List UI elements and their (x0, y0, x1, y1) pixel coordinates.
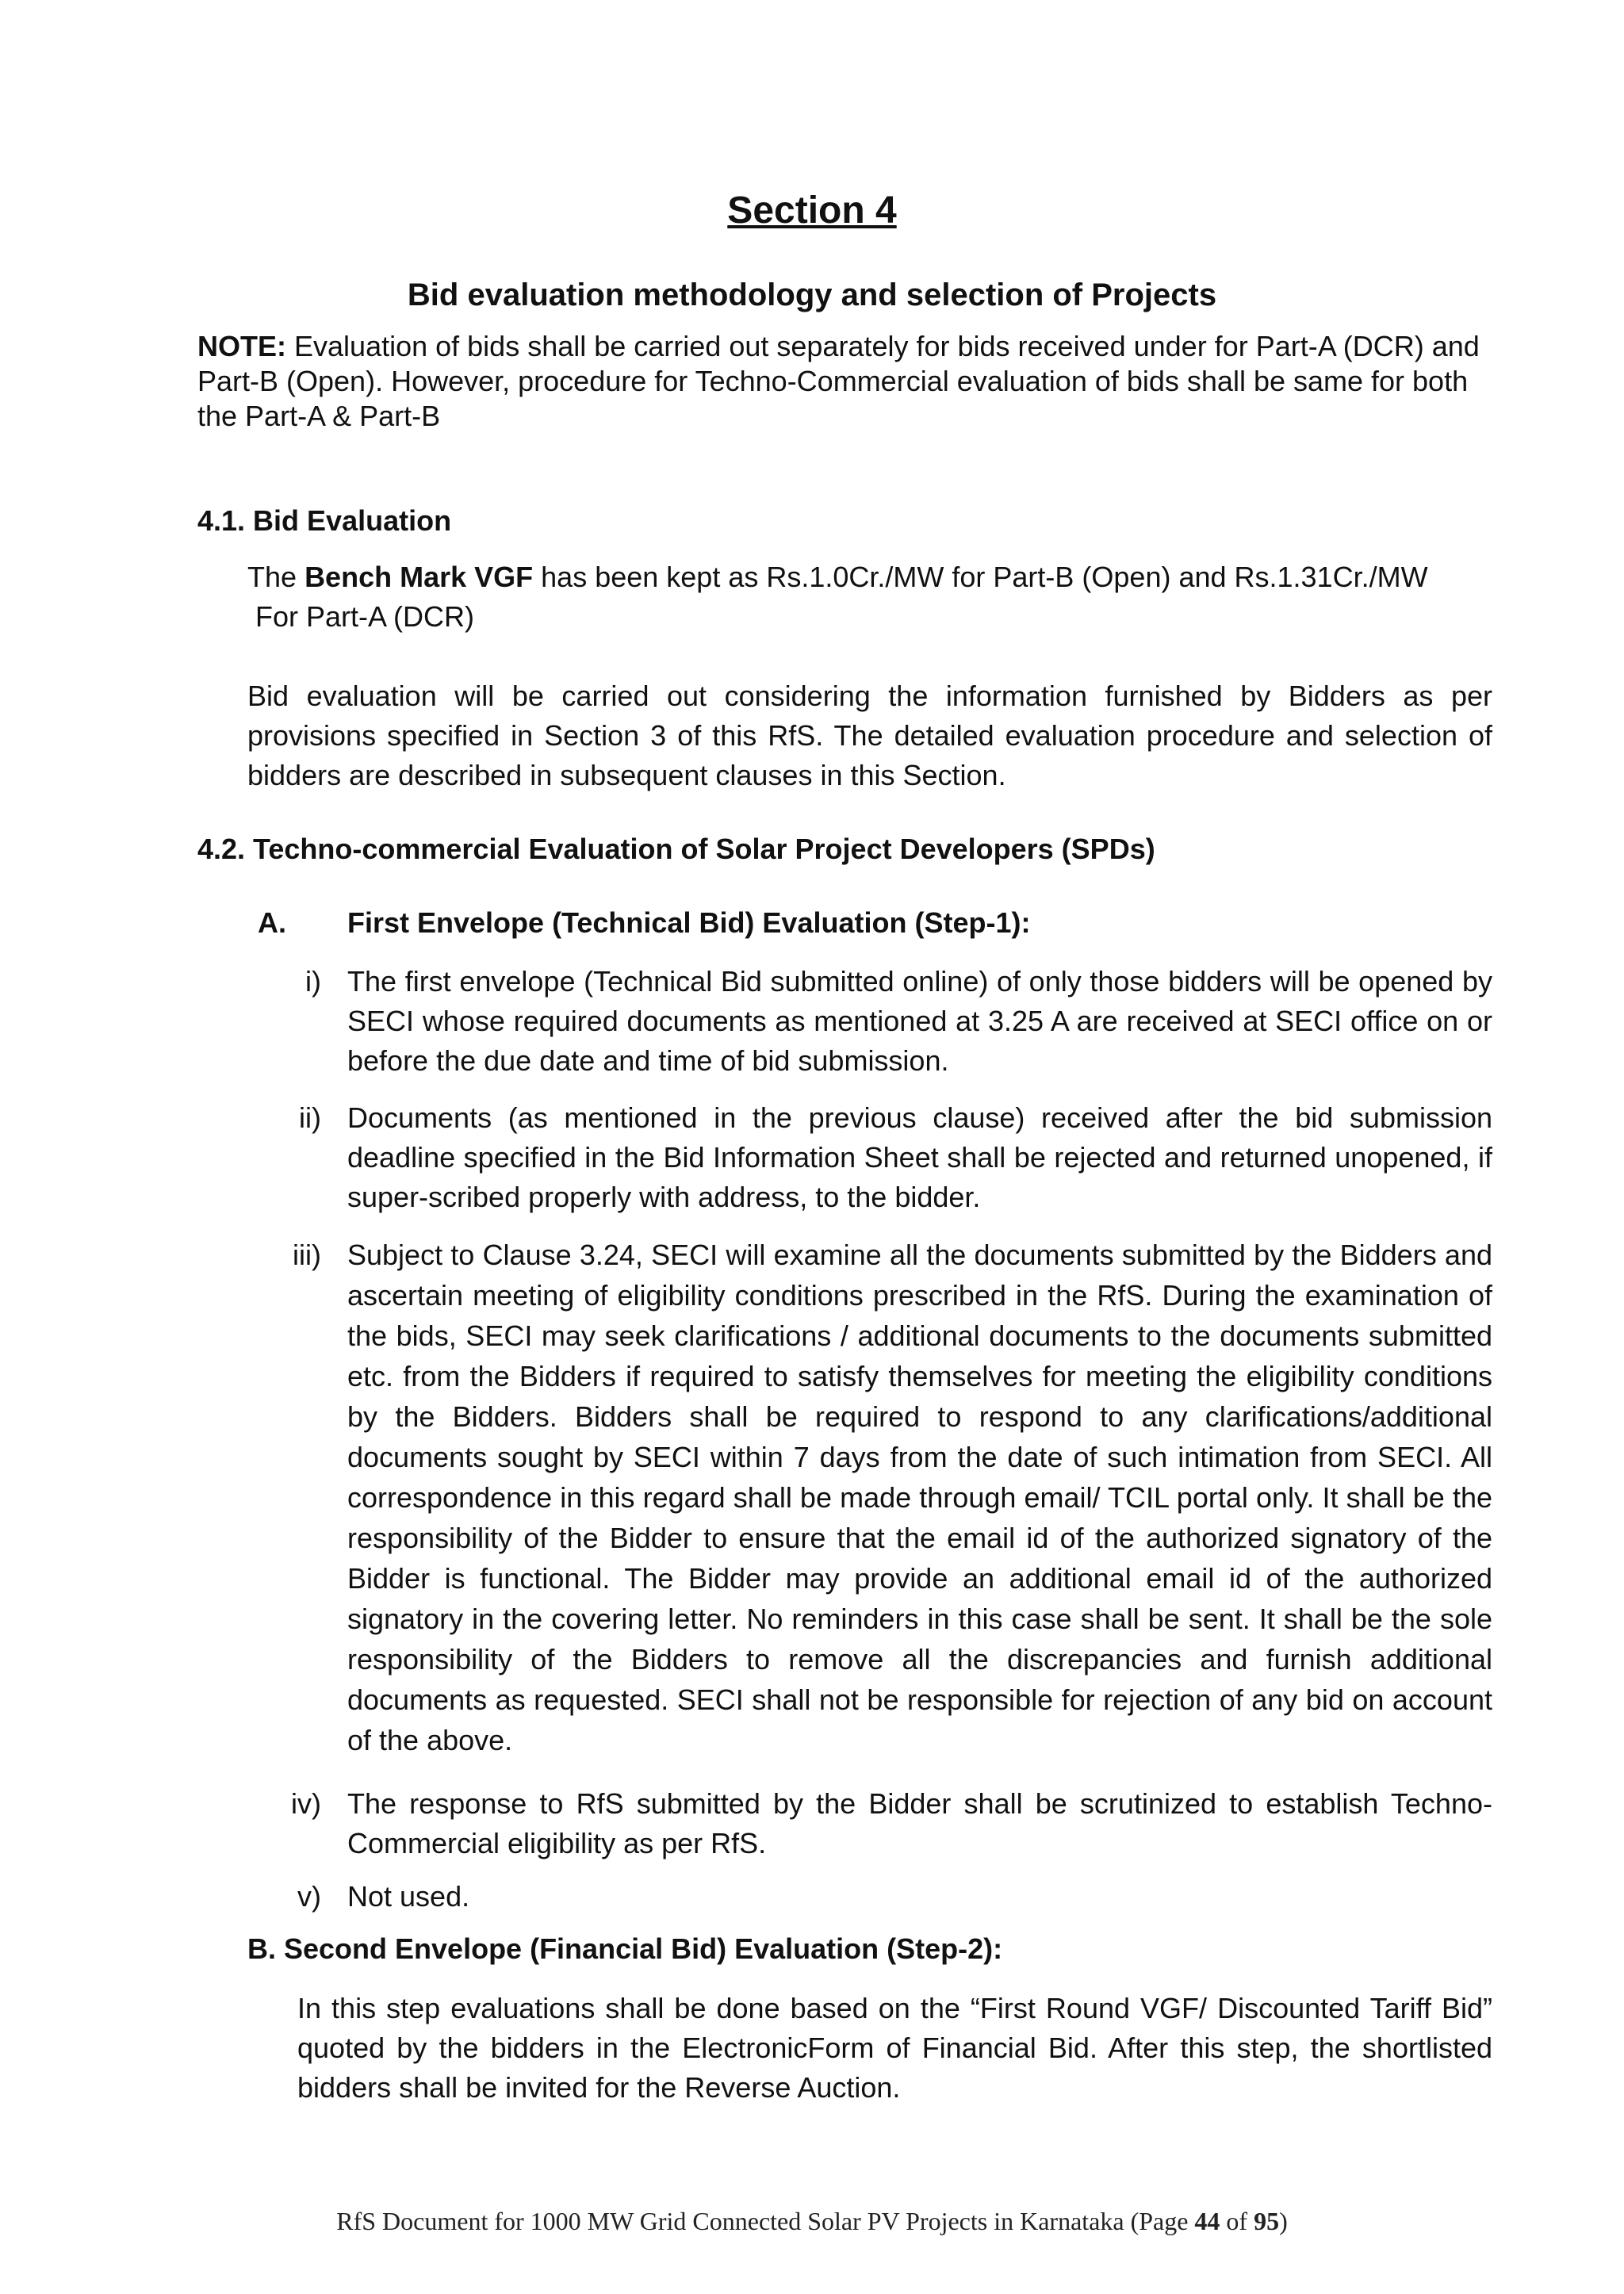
footer-text: RfS Document for 1000 MW Grid Connected Solar PV Projects in Karnataka (Page (336, 2207, 1189, 2235)
subheading-a-text: First Envelope (Technical Bid) Evaluation (Step-1): (347, 906, 1031, 939)
list-item-number: i) (305, 965, 321, 998)
section-title: Section 4 (727, 190, 897, 232)
note-label: NOTE: (197, 330, 286, 362)
subheading-b: B. Second Envelope (Financial Bid) Evaluation (Step-2): (247, 1932, 1003, 1965)
list-item-text: Subject to Clause 3.24, SECI will examine all the documents submitted by the Bidders and ascertain meeting of eligibility conditions prescribed in the RfS. During the examination of the bids, SECI may seek clarifications / additional documents to the documents submitted etc. from the Bidders if required to satisfy themselves for meeting the eligibility conditions by the Bidders. Bidders shall be required to respond to any clarifications/additional documents sought by SECI within 7 days from the date of such intimation from SECI. All correspondence in this regard shall be made through email/ TCIL portal only. It shall be the responsibility of the Bidder to ensure that the email id of the authorized signatory of the Bidder is functional. The Bidder may provide an additional email id of the authorized signatory in the covering letter. No reminders in this case shall be sent. It shall be the sole responsibility of the Bidders to remove all the discrepancies and furnish additional documents as requested. SECI shall not be responsible for rejection of any bid on account of the above. (347, 1239, 1492, 1756)
list-item-text: Not used. (347, 1880, 470, 1913)
footer-close: ) (1279, 2207, 1288, 2235)
list-item-number: v) (297, 1880, 321, 1913)
footer-of: of (1226, 2207, 1248, 2235)
financial-bid-paragraph: In this step evaluations shall be done based on the “First Round VGF/ Discounted Tariff Bid” quoted by the bidders in the ElectronicForm of Financial Bid. After this step, the shortlisted bidders shall be invited for the Reverse Auction. (297, 1992, 1492, 2104)
subheading-a-label: A. (258, 906, 286, 939)
benchmark-vgf-paragraph (247, 557, 1492, 637)
list-item-number: iv) (291, 1787, 321, 1820)
list-item-text: Documents (as mentioned in the previous clause) received after the bid submission deadline specified in the Bid Information Sheet shall be rejected and returned unopened, if super-scribed properly with address, to the bidder. (347, 1101, 1492, 1213)
benchmark-line2: For Part-A (DCR) (255, 600, 475, 633)
benchmark-post: has been kept as Rs.1.0Cr./MW for Part-B (Open) and Rs.1.31Cr./MW (541, 561, 1428, 593)
list-item-text: The response to RfS submitted by the Bidder shall be scrutinized to establish Techno-Commercial eligibility as per RfS. (347, 1787, 1492, 1859)
heading-4-2: 4.2. Techno-commercial Evaluation of Solar Project Developers (SPDs) (197, 833, 1155, 865)
note-text: Evaluation of bids shall be carried out separately for bids received under for Part-A (DCR) and Part-B (Open). However, procedure for Techno-Commercial evaluation of bids shall be same for both the Part-A & Part-B (197, 330, 1480, 432)
footer-page-number: 44 (1194, 2207, 1220, 2235)
list-item-number: ii) (299, 1101, 321, 1134)
section-subtitle: Bid evaluation methodology and selection of Projects (407, 278, 1217, 312)
benchmark-bold: Bench Mark VGF (304, 561, 534, 593)
list-item-text: The first envelope (Technical Bid submitted online) of only those bidders will be opened by SECI whose required documents as mentioned at 3.25 A are received at SECI office on or before the due date and time of bid submission. (347, 965, 1492, 1077)
bid-evaluation-paragraph: Bid evaluation will be carried out considering the information furnished by Bidders as per provisions specified in Section 3 of this RfS. The detailed evaluation procedure and selection of bidders are described in subsequent clauses in this Section. (247, 680, 1492, 791)
footer-page-total: 95 (1254, 2207, 1280, 2235)
note-paragraph (197, 329, 1482, 434)
benchmark-pre: The (247, 561, 297, 593)
page-footer (0, 2207, 1624, 2236)
list-item-number: iii) (293, 1239, 321, 1271)
heading-4-1: 4.1. Bid Evaluation (197, 504, 452, 537)
